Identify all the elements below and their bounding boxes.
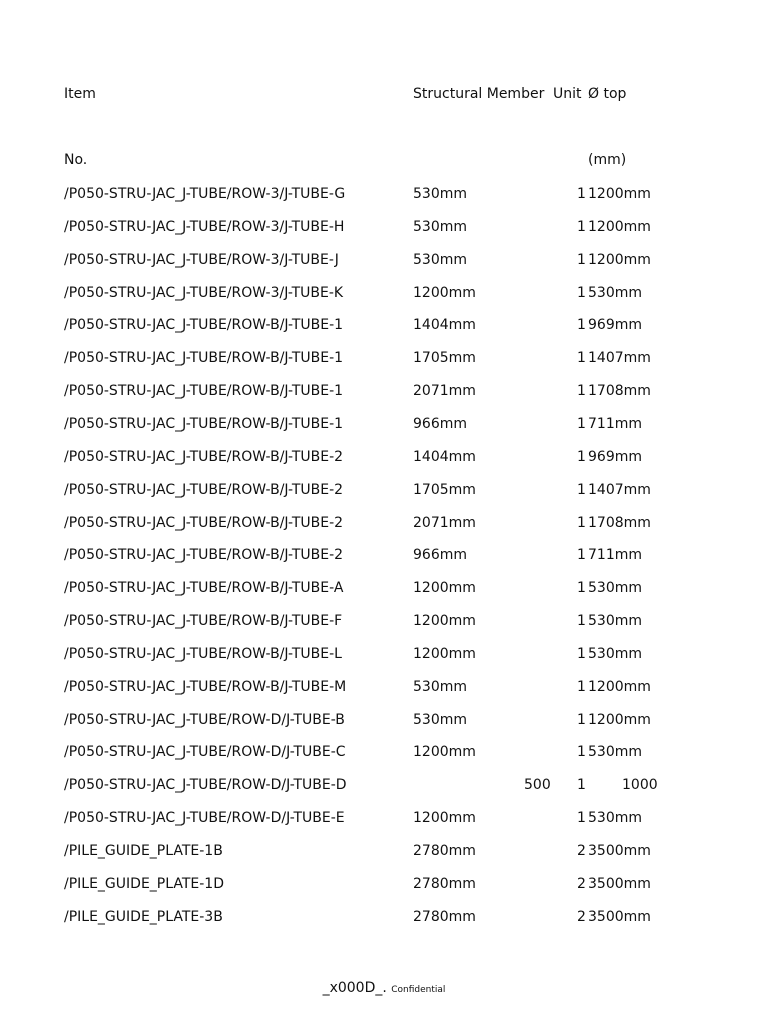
row-item: /P050-STRU-JAC_J-TUBE/ROW-3/J-TUBE-G bbox=[64, 186, 346, 202]
row-item: /P050-STRU-JAC_J-TUBE/ROW-3/J-TUBE-K bbox=[64, 285, 344, 301]
header-structural-member: Structural Member bbox=[413, 86, 545, 102]
table-row bbox=[0, 449, 768, 465]
row-item: /P050-STRU-JAC_J-TUBE/ROW-B/J-TUBE-F bbox=[64, 613, 343, 629]
row-structural-member: 1200mm bbox=[413, 810, 476, 826]
row-item: /P050-STRU-JAC_J-TUBE/ROW-B/J-TUBE-2 bbox=[64, 547, 344, 563]
row-structural-member: 530mm bbox=[413, 712, 467, 728]
subheader-no: No. bbox=[64, 152, 88, 168]
row-structural-member: 1705mm bbox=[413, 482, 476, 498]
table-row bbox=[0, 416, 768, 432]
footer-code: _x000D_ bbox=[322, 980, 383, 996]
table-row bbox=[0, 580, 768, 596]
row-structural-member: 966mm bbox=[413, 547, 467, 563]
row-item: /P050-STRU-JAC_J-TUBE/ROW-B/J-TUBE-L bbox=[64, 646, 342, 662]
table-row bbox=[0, 777, 768, 793]
row-structural-member: 530mm bbox=[413, 252, 467, 268]
row-unit: 1 bbox=[577, 482, 586, 498]
row-item: /P050-STRU-JAC_J-TUBE/ROW-3/J-TUBE-J bbox=[64, 252, 339, 268]
row-item: /P050-STRU-JAC_J-TUBE/ROW-B/J-TUBE-1 bbox=[64, 350, 344, 366]
row-structural-member: 2780mm bbox=[413, 876, 476, 892]
row-structural-member: 1404mm bbox=[413, 449, 476, 465]
subheader-mm: (mm) bbox=[588, 152, 627, 168]
row-unit: 1 bbox=[577, 449, 586, 465]
table-row bbox=[0, 383, 768, 399]
row-diameter-top: 1708mm bbox=[588, 515, 651, 531]
row-diameter-top: 1200mm bbox=[588, 712, 651, 728]
row-diameter-top: 1200mm bbox=[588, 186, 651, 202]
row-structural-member: 530mm bbox=[413, 219, 467, 235]
row-unit: 1 bbox=[577, 777, 586, 793]
row-structural-member: 1705mm bbox=[413, 350, 476, 366]
header-item: Item bbox=[64, 86, 96, 102]
row-structural-member: 2780mm bbox=[413, 843, 476, 859]
row-unit: 1 bbox=[577, 317, 586, 333]
row-structural-member: 530mm bbox=[413, 186, 467, 202]
header-diameter-top: Ø top bbox=[588, 86, 627, 102]
row-item: /P050-STRU-JAC_J-TUBE/ROW-B/J-TUBE-1 bbox=[64, 317, 344, 333]
header-unit: Unit bbox=[553, 86, 582, 102]
table-row bbox=[0, 876, 768, 892]
row-structural-member: 1200mm bbox=[413, 285, 476, 301]
row-item: /P050-STRU-JAC_J-TUBE/ROW-B/J-TUBE-1 bbox=[64, 383, 344, 399]
footer-separator: . bbox=[382, 980, 387, 996]
row-item: /P050-STRU-JAC_J-TUBE/ROW-B/J-TUBE-2 bbox=[64, 449, 344, 465]
table-row bbox=[0, 285, 768, 301]
row-unit: 1 bbox=[577, 547, 586, 563]
row-diameter-top: 1708mm bbox=[588, 383, 651, 399]
row-diameter-top: 3500mm bbox=[588, 843, 651, 859]
table-row bbox=[0, 515, 768, 531]
row-diameter-top: 530mm bbox=[588, 744, 642, 760]
row-structural-member: 1200mm bbox=[413, 646, 476, 662]
table-row bbox=[0, 909, 768, 925]
row-item: /P050-STRU-JAC_J-TUBE/ROW-B/J-TUBE-2 bbox=[64, 482, 344, 498]
row-item: /P050-STRU-JAC_J-TUBE/ROW-D/J-TUBE-D bbox=[64, 777, 347, 793]
row-diameter-top: 711mm bbox=[588, 416, 642, 432]
row-item: /PILE_GUIDE_PLATE-1D bbox=[64, 876, 224, 892]
row-unit: 1 bbox=[577, 219, 586, 235]
row-unit: 1 bbox=[577, 646, 586, 662]
row-unit: 1 bbox=[577, 679, 586, 695]
row-diameter-top: 3500mm bbox=[588, 909, 651, 925]
table-row bbox=[0, 547, 768, 563]
table-row bbox=[0, 613, 768, 629]
row-item: /P050-STRU-JAC_J-TUBE/ROW-B/J-TUBE-2 bbox=[64, 515, 344, 531]
table-row bbox=[0, 482, 768, 498]
row-unit: 2 bbox=[577, 876, 586, 892]
row-unit: 1 bbox=[577, 580, 586, 596]
row-diameter-top: 530mm bbox=[588, 580, 642, 596]
row-item: /P050-STRU-JAC_J-TUBE/ROW-B/J-TUBE-1 bbox=[64, 416, 344, 432]
row-diameter-top: 1000 bbox=[622, 777, 658, 793]
table-row bbox=[0, 810, 768, 826]
row-structural-member: 1200mm bbox=[413, 580, 476, 596]
row-unit: 1 bbox=[577, 810, 586, 826]
row-item: /P050-STRU-JAC_J-TUBE/ROW-3/J-TUBE-H bbox=[64, 219, 345, 235]
row-diameter-top: 530mm bbox=[588, 646, 642, 662]
row-structural-member: 500 bbox=[524, 777, 551, 793]
row-diameter-top: 530mm bbox=[588, 810, 642, 826]
row-diameter-top: 3500mm bbox=[588, 876, 651, 892]
row-unit: 1 bbox=[577, 285, 586, 301]
row-unit: 1 bbox=[577, 712, 586, 728]
page-footer bbox=[0, 980, 768, 996]
row-structural-member: 2071mm bbox=[413, 515, 476, 531]
row-diameter-top: 1407mm bbox=[588, 482, 651, 498]
table-row bbox=[0, 712, 768, 728]
table-row bbox=[0, 219, 768, 235]
row-diameter-top: 1407mm bbox=[588, 350, 651, 366]
row-diameter-top: 711mm bbox=[588, 547, 642, 563]
row-item: /P050-STRU-JAC_J-TUBE/ROW-D/J-TUBE-E bbox=[64, 810, 345, 826]
table-row bbox=[0, 646, 768, 662]
row-item: /P050-STRU-JAC_J-TUBE/ROW-D/J-TUBE-C bbox=[64, 744, 346, 760]
table-row bbox=[0, 317, 768, 333]
row-item: /P050-STRU-JAC_J-TUBE/ROW-B/J-TUBE-M bbox=[64, 679, 347, 695]
row-unit: 1 bbox=[577, 613, 586, 629]
row-diameter-top: 1200mm bbox=[588, 219, 651, 235]
footer-confidential: Confidential bbox=[391, 985, 446, 995]
row-unit: 1 bbox=[577, 416, 586, 432]
row-unit: 1 bbox=[577, 515, 586, 531]
row-structural-member: 2071mm bbox=[413, 383, 476, 399]
row-item: /P050-STRU-JAC_J-TUBE/ROW-B/J-TUBE-A bbox=[64, 580, 344, 596]
row-structural-member: 2780mm bbox=[413, 909, 476, 925]
row-item: /PILE_GUIDE_PLATE-1B bbox=[64, 843, 223, 859]
table-row bbox=[0, 252, 768, 268]
row-item: /P050-STRU-JAC_J-TUBE/ROW-D/J-TUBE-B bbox=[64, 712, 345, 728]
row-structural-member: 1404mm bbox=[413, 317, 476, 333]
row-diameter-top: 969mm bbox=[588, 317, 642, 333]
row-structural-member: 1200mm bbox=[413, 744, 476, 760]
row-unit: 2 bbox=[577, 843, 586, 859]
row-unit: 1 bbox=[577, 186, 586, 202]
row-diameter-top: 1200mm bbox=[588, 679, 651, 695]
row-diameter-top: 530mm bbox=[588, 613, 642, 629]
row-unit: 1 bbox=[577, 252, 586, 268]
table-row bbox=[0, 186, 768, 202]
table-row bbox=[0, 679, 768, 695]
row-diameter-top: 1200mm bbox=[588, 252, 651, 268]
table-row bbox=[0, 350, 768, 366]
row-diameter-top: 969mm bbox=[588, 449, 642, 465]
row-unit: 1 bbox=[577, 383, 586, 399]
row-structural-member: 530mm bbox=[413, 679, 467, 695]
row-unit: 1 bbox=[577, 744, 586, 760]
row-unit: 2 bbox=[577, 909, 586, 925]
row-item: /PILE_GUIDE_PLATE-3B bbox=[64, 909, 223, 925]
table-row bbox=[0, 744, 768, 760]
row-unit: 1 bbox=[577, 350, 586, 366]
row-diameter-top: 530mm bbox=[588, 285, 642, 301]
row-structural-member: 1200mm bbox=[413, 613, 476, 629]
table-row bbox=[0, 843, 768, 859]
row-structural-member: 966mm bbox=[413, 416, 467, 432]
